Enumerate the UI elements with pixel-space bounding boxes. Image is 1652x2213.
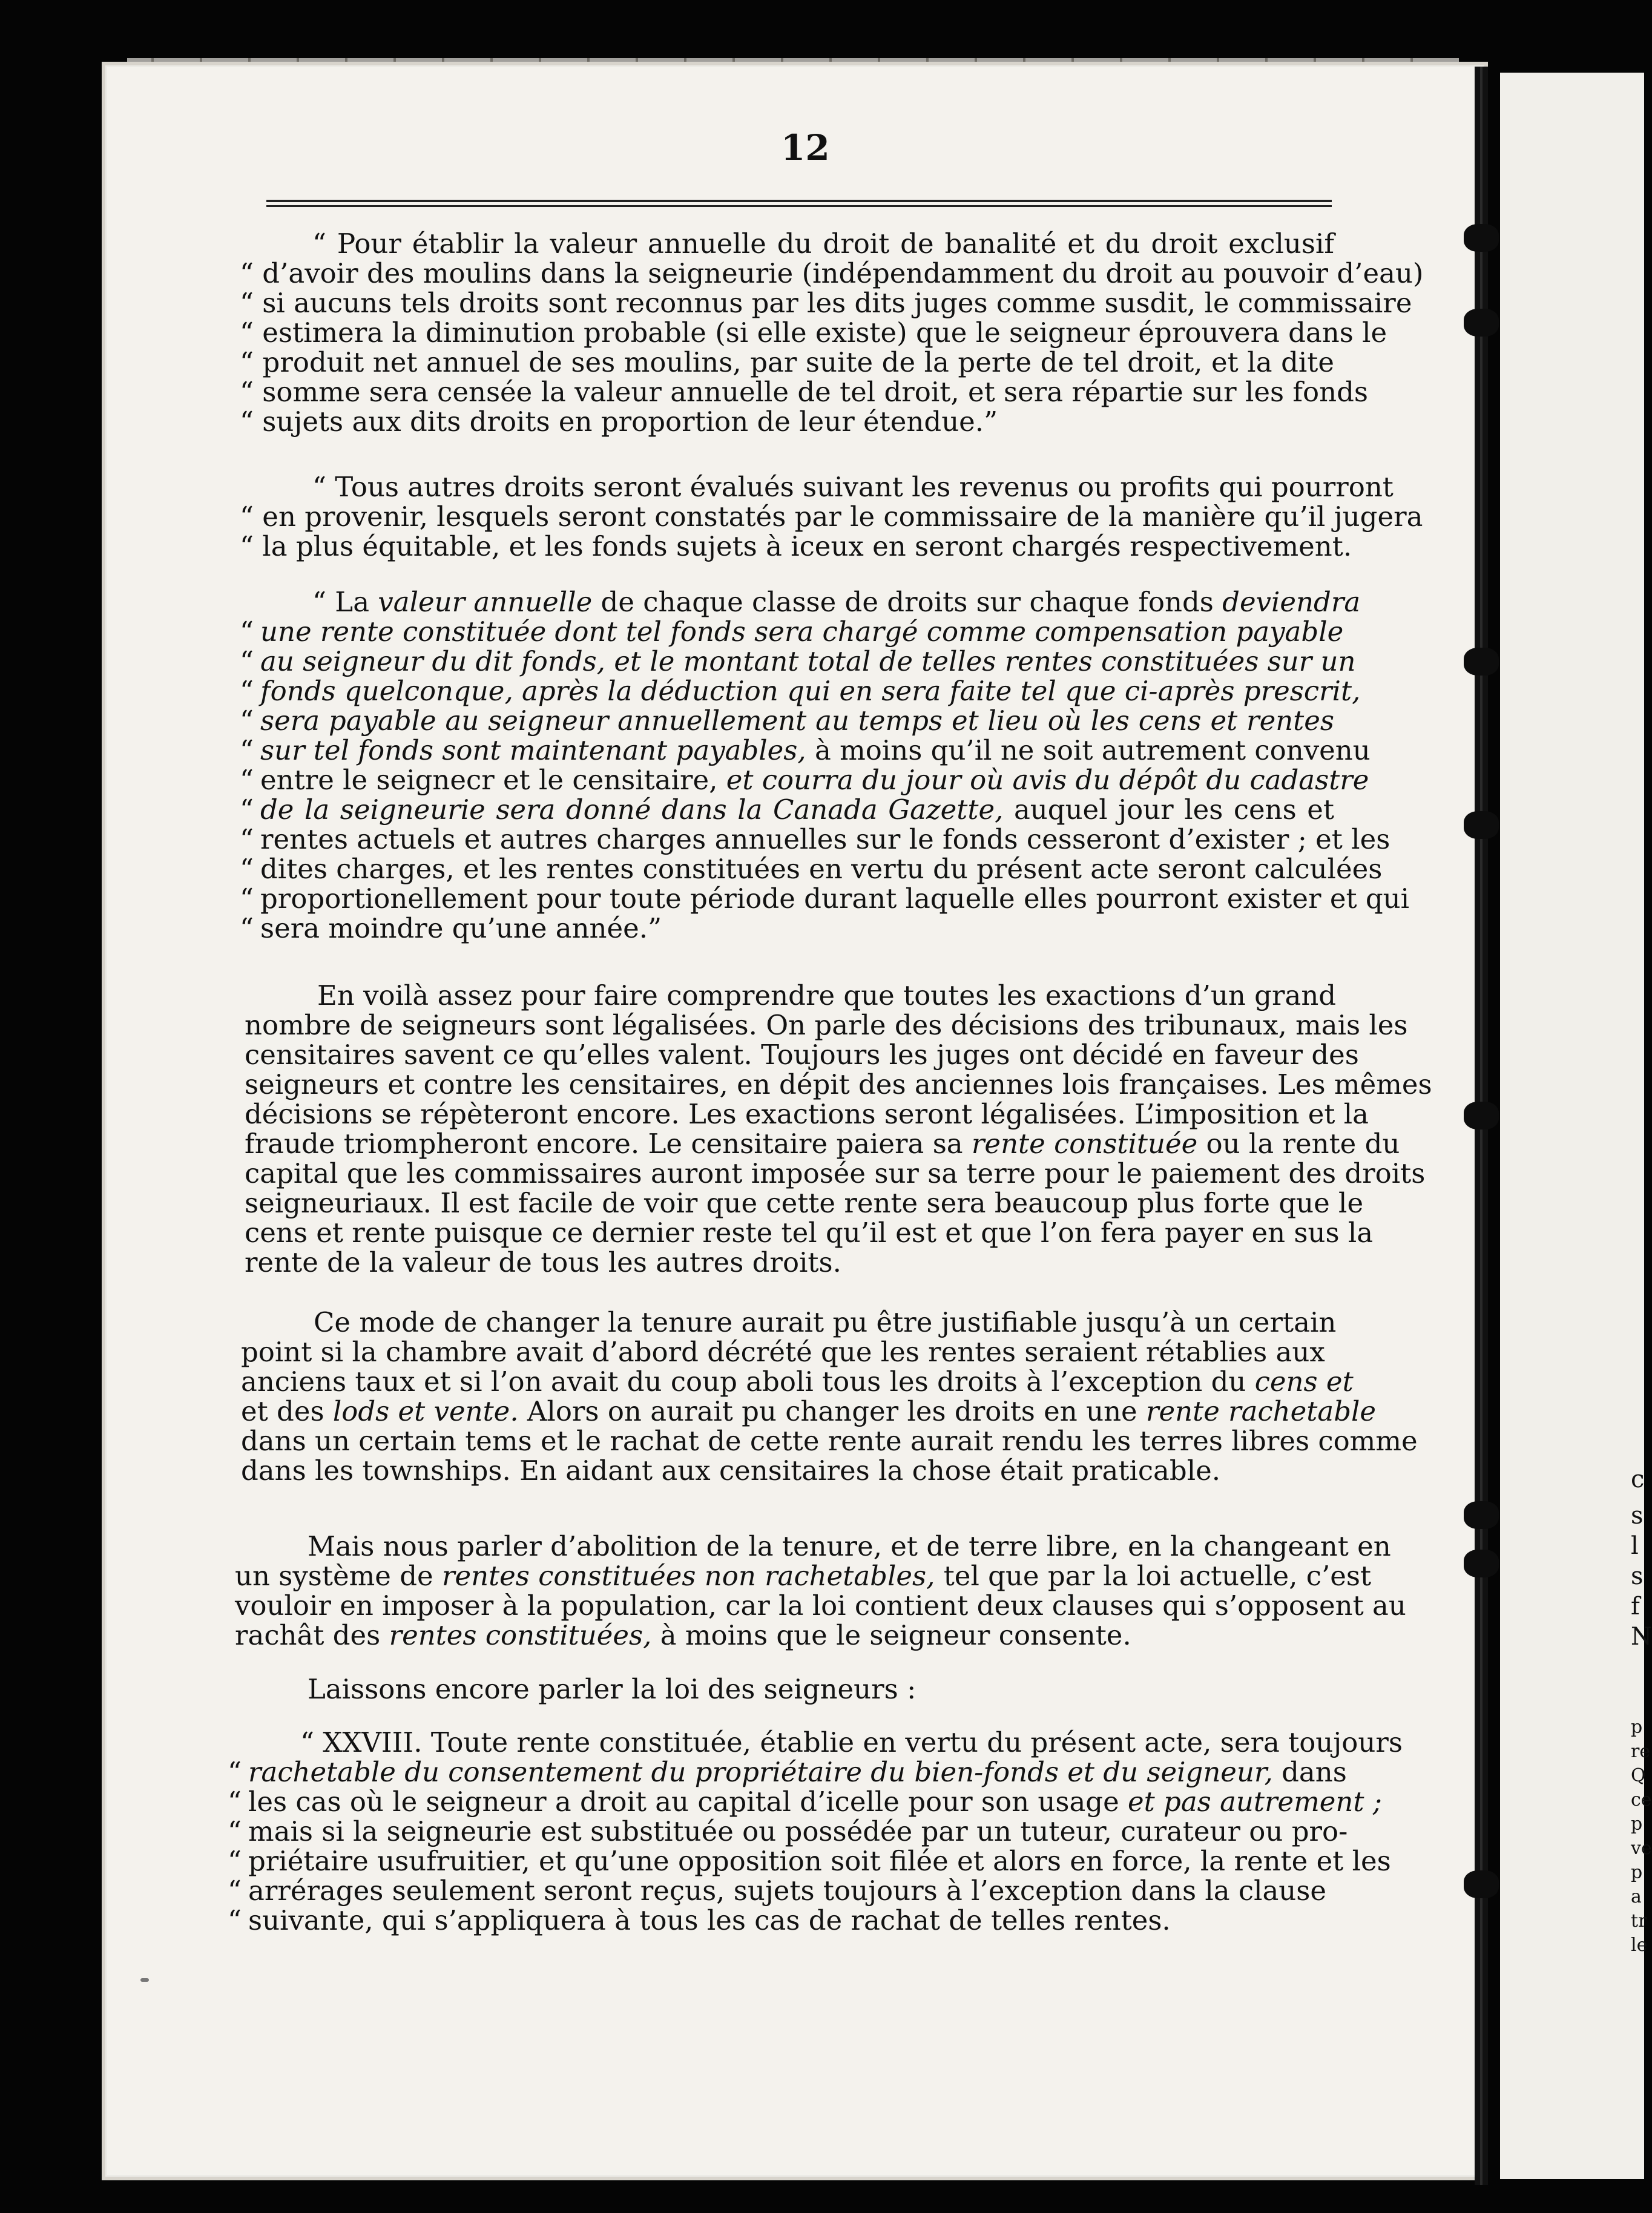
text-line: “ proportionellement pour toute période durant laquelle elles pourront exister et qui <box>240 883 1410 915</box>
text-line: “ rachetable du consentement du propriétaire du bien-fonds et du seigneur, dans <box>228 1756 1347 1788</box>
text-line: “ les cas où le seigneur a droit au capital d’icelle pour son usage et pas autrement ; <box>228 1786 1382 1818</box>
text-line: “ XXVIII. Toute rente constituée, établie en vertu du présent acte, sera toujours <box>300 1726 1403 1758</box>
page-number: 12 <box>781 127 830 168</box>
text-line: “ la plus équitable, et les fonds sujets à iceux en seront chargés respectivement. <box>240 530 1352 562</box>
text-line: “ en provenir, lesquels seront constatés par le commissaire de la manière qu’il jugera <box>240 501 1423 533</box>
text-line: dans un certain tems et le rachat de cette rente aurait rendu les terres libres comme <box>241 1425 1418 1457</box>
facing-page-fragment: p <box>1631 1813 1643 1835</box>
body-paragraph-exactions <box>245 979 1432 1278</box>
facing-page-fragment: Q <box>1631 1765 1646 1786</box>
text-line: “ suivante, qui s’appliquera à tous les cas de rachat de telles rentes. <box>228 1904 1171 1936</box>
text-line: décisions se répèteront encore. Les exactions seront légalisées. L’imposition et la <box>245 1098 1369 1130</box>
facing-page-fragment: c <box>1631 1465 1645 1493</box>
text-line: “ d’avoir des moulins dans la seigneurie (indépendamment du droit au pouvoir d’eau) <box>240 257 1424 289</box>
body-paragraph-laissons <box>235 1674 1320 1704</box>
text-line: “ arrérages seulement seront reçus, sujets toujours à l’exception dans la clause <box>228 1875 1327 1907</box>
binding-knot <box>1464 1501 1499 1529</box>
text-line: “ fonds quelconque, après la déduction qui en sera faite tel que ci-après prescrit, <box>240 675 1361 707</box>
text-line: Mais nous parler d’abolition de la tenure, et de terre libre, en la changeant en <box>308 1530 1391 1562</box>
facing-page-fragment: s <box>1631 1502 1644 1530</box>
header-double-rule <box>266 200 1332 207</box>
text-line: seigneurs et contre les censitaires, en dépit des anciennes lois françaises. Les mêmes <box>245 1068 1432 1100</box>
text-line: “ si aucuns tels droits sont reconnus par les dits juges comme susdit, le commissaire <box>240 287 1412 319</box>
text-line: “ Tous autres droits seront évalués suivant les revenus ou profits qui pourront <box>312 471 1394 503</box>
text-line: “ priétaire usufruitier, et qu’une opposition soit filée et alors en force, la rente et les <box>228 1845 1391 1877</box>
quoted-paragraph-valeur-annuelle <box>240 586 1410 944</box>
quoted-paragraph-banalite <box>240 228 1424 438</box>
facing-page-fragment: l <box>1631 1532 1639 1560</box>
facing-page-fragment: f <box>1631 1593 1640 1620</box>
text-line: censitaires savent ce qu’elles valent. Toujours les juges ont décidé en faveur des <box>245 1039 1359 1071</box>
binding-knot <box>1464 1102 1499 1130</box>
binding-knot <box>1464 1870 1499 1898</box>
facing-page-fragment: N <box>1631 1623 1652 1651</box>
text-line: “ Pour établir la valeur annuelle du droit de banalité et du droit exclusif <box>312 228 1334 260</box>
body-paragraph-mode-tenure <box>241 1306 1418 1487</box>
text-line: nombre de seigneurs sont légalisées. On parle des décisions des tribunaux, mais les <box>245 1009 1408 1041</box>
text-line: et des lods et vente. Alors on aurait pu changer les droits en une rente rachetable <box>241 1395 1377 1427</box>
facing-page-fragment: re <box>1631 1741 1651 1762</box>
binding-knot <box>1464 309 1499 337</box>
text-line: Laissons encore parler la loi des seigneurs : <box>308 1673 916 1705</box>
text-line: “ somme sera censée la valeur annuelle de tel droit, et sera répartie sur les fonds <box>240 376 1369 408</box>
facing-page-fragment: s <box>1631 1562 1644 1590</box>
text-line: “ sujets aux dits droits en proportion de leur étendue.” <box>240 406 998 438</box>
text-line: capital que les commissaires auront imposée sur sa terre pour le paiement des droits <box>245 1157 1426 1189</box>
text-line: “ de la seigneurie sera donné dans la Canada Gazette, auquel jour les cens et <box>240 794 1335 826</box>
text-line: En voilà assez pour faire comprendre que toutes les exactions d’un grand <box>317 979 1337 1011</box>
binding-knot <box>1464 1550 1499 1577</box>
text-line: rachât des rentes constituées, à moins que le seigneur consente. <box>235 1619 1131 1651</box>
text-line: un système de rentes constituées non rachetables, tel que par la loi actuelle, c’est <box>235 1560 1372 1592</box>
ink-smudge <box>140 1978 149 1982</box>
body-paragraph-abolition <box>235 1530 1406 1651</box>
facing-page-fragment: le <box>1631 1935 1648 1956</box>
text-line: rente de la valeur de tous les autres droits. <box>245 1246 841 1278</box>
text-line: dans les townships. En aidant aux censitaires la chose était praticable. <box>241 1455 1221 1487</box>
text-line: point si la chambre avait d’abord décrété que les rentes seraient rétablies aux <box>241 1336 1325 1368</box>
text-line: cens et rente puisque ce dernier reste tel qu’il est et que l’on fera payer en sus la <box>245 1217 1374 1249</box>
text-line: “ mais si la seigneurie est substituée ou possédée par un tuteur, curateur ou pro- <box>228 1815 1348 1847</box>
text-line: Ce mode de changer la tenure aurait pu être justifiable jusqu’à un certain <box>314 1306 1337 1338</box>
text-line: seigneuriaux. Il est facile de voir que cette rente sera beaucoup plus forte que le <box>245 1187 1364 1219</box>
text-line: “ produit net annuel de ses moulins, par suite de la perte de tel droit, et la dite <box>240 346 1334 378</box>
quoted-paragraph-autres-droits <box>240 471 1423 562</box>
text-line: “ dites charges, et les rentes constituées en vertu du présent acte seront calculées <box>240 853 1383 885</box>
facing-page-fragment: a <box>1631 1886 1642 1907</box>
facing-page-fragment: ve <box>1631 1838 1652 1859</box>
text-line: “ une rente constituée dont tel fonds sera chargé comme compensation payable <box>240 616 1344 648</box>
text-line: “ au seigneur du dit fonds, et le montant total de telles rentes constituées sur un <box>240 645 1356 677</box>
text-line: “ La valeur annuelle de chaque classe de droits sur chaque fonds deviendra <box>312 586 1361 618</box>
text-line: “ sur tel fonds sont maintenant payables, à moins qu’il ne soit autrement convenu <box>240 734 1371 766</box>
binding-knot <box>1464 224 1499 252</box>
facing-page-fragment: p <box>1631 1862 1643 1883</box>
facing-page-fragment: p <box>1631 1717 1643 1738</box>
text-line: fraude triompheront encore. Le censitaire paiera sa rente constituée ou la rente du <box>245 1128 1400 1160</box>
text-line: “ rentes actuels et autres charges annuelles sur le fonds cesseront d’exister ; et les <box>240 823 1390 855</box>
binding-knot <box>1464 811 1499 839</box>
text-line: “ entre le seignecr et le censitaire, et courra du jour où avis du dépôt du cadastre <box>240 764 1369 796</box>
text-line: “ sera moindre qu’une année.” <box>240 912 662 944</box>
text-line: “ estimera la diminution probable (si elle existe) que le seigneur éprouvera dans le <box>240 317 1387 349</box>
binding-knot <box>1464 648 1499 676</box>
facing-page <box>1500 73 1644 2179</box>
quoted-paragraph-article-xxviii <box>228 1726 1403 1936</box>
facing-page-fragment: tr <box>1631 1910 1647 1932</box>
text-line: vouloir en imposer à la population, car la loi contient deux clauses qui s’opposent au <box>235 1590 1406 1622</box>
facing-page-fragment: ce <box>1631 1789 1652 1810</box>
text-line: anciens taux et si l’on avait du coup aboli tous les droits à l’exception du cens et <box>241 1366 1354 1398</box>
text-line: “ sera payable au seigneur annuellement au temps et lieu où les cens et rentes <box>240 705 1334 737</box>
